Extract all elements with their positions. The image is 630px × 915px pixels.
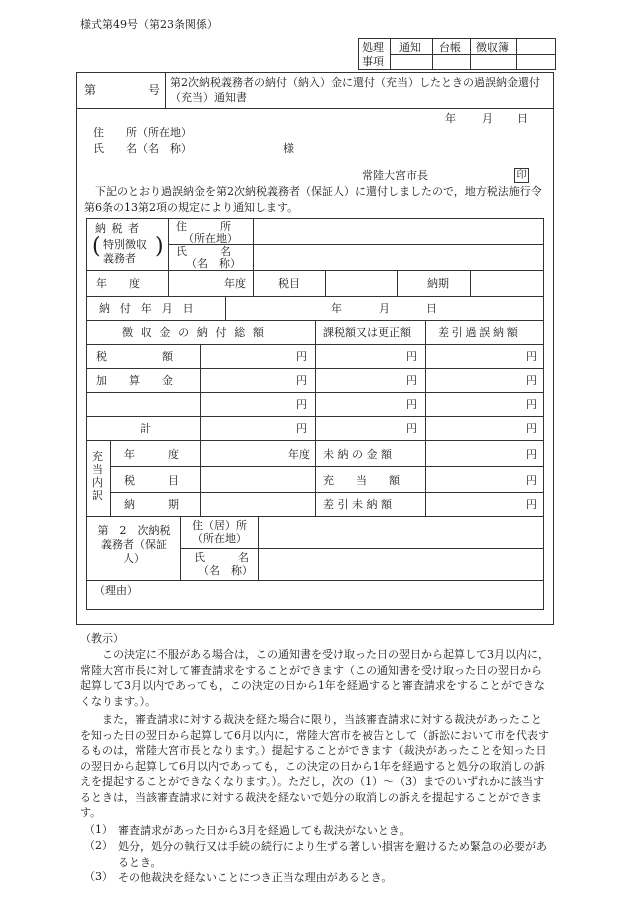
due-label: 納期 (427, 277, 449, 290)
row-blank-excess-unit: 円 (526, 398, 537, 411)
form-number: 様式第49号（第23条関係） (80, 18, 218, 31)
alloc-unpaid-label: 未 納 の 金 額 (323, 448, 392, 461)
processing-col-ledger: 台帳 (439, 41, 461, 54)
notice-paragraph-2: また，審査請求に対する裁決を経た場合に限り，当該審査請求に対する裁決があったことを知った日の翌日から起算して6月以内に，常陸大宮市を被告として（訴訟において市を代表するものは，常陸大宮市長となります。）提起することができます（裁決があったことを知った日の翌日から起算して6月以内であっても，この決定の日から1年を経過すると処分の取消しの訴えを提起することができなくなります。）。ただし，次の（1）～（3）までのいずれかに該当するときは，当該審査請求に対する裁決を経ないで処分の取消しの訴えを提起することができます。 (80, 713, 549, 819)
issuer-seal: 印 (514, 168, 529, 183)
payment-date-label: 納付年月日 (99, 302, 204, 315)
row-blank-total-unit: 円 (296, 398, 307, 411)
alloc-due-label: 納 期 (124, 498, 179, 511)
notice-item-2-num: （2） (84, 839, 113, 852)
notice-item-2-text: 処分，処分の執行又は手続の続行により生ずる著しい損害を避けるため緊急の必要があるとき。 (118, 840, 547, 869)
recipient-name-label: 氏 名（名 称） (93, 142, 192, 155)
row-tax-total-unit: 円 (296, 350, 307, 363)
secondary-address-sub: （所在地） (192, 532, 247, 545)
brace-left: ( (92, 234, 101, 259)
row-tax-excess-unit: 円 (526, 350, 537, 363)
alloc-remaining-unit: 円 (526, 498, 537, 511)
row-total-excess-unit: 円 (526, 422, 537, 435)
notice-item-1-num: （1） (84, 823, 113, 836)
payment-date-day: 日 (426, 302, 437, 315)
col-total-label: 徴収金の納付総額 (122, 326, 272, 339)
alloc-tax-item-label: 税 目 (124, 474, 179, 487)
reason-label: （理由） (94, 584, 138, 597)
intro-text: 下記のとおり過誤納金を第2次納税義務者（保証人）に還付しましたので，地方税法施行令第6条の13第2項の規定により通知します。 (84, 185, 542, 214)
obligor-label: 義務者 (103, 252, 136, 265)
notice-item-3-text: その他裁決を経ないことにつき正当な理由があるとき。 (118, 871, 393, 884)
taxpayer-name-label: 氏 名 (176, 245, 231, 258)
year-label: 年 度 (96, 277, 146, 290)
row-surcharge-assessed-unit: 円 (406, 374, 417, 387)
notice-item-3-num: （3） (84, 870, 113, 883)
col-assessed-label: 課税額又は更正額 (323, 326, 411, 339)
alloc-year-label: 年 度 (124, 448, 179, 461)
col-excess-label: 差引過誤納額 (438, 326, 521, 339)
alloc-unpaid-unit: 円 (526, 448, 537, 461)
row-total-total-unit: 円 (296, 422, 307, 435)
tax-item-label: 税目 (278, 277, 300, 290)
row-total-assessed-unit: 円 (406, 422, 417, 435)
row-total-label: 計 (140, 422, 151, 435)
notice-paragraph-1: この決定に不服がある場合は，この通知書を受け取った日の翌日から起算して3月以内に，常陸大宮市長に対して審査請求をすることができます（この通知書を受け取った日の翌日から起算して3月以内であっても，この決定の日から1年を経過すると審査請求をすることができなくなります。）。 (80, 648, 549, 708)
alloc-applied-label: 充 当 額 (323, 474, 400, 487)
row-blank-assessed-unit: 円 (406, 398, 417, 411)
taxpayer-address-label: 住 所 (176, 220, 231, 233)
secondary-address-label: 住（居）所 (192, 519, 247, 532)
row-tax-label: 税 額 (96, 350, 173, 363)
processing-col-notice: 通知 (399, 41, 421, 54)
brace-right: ) (155, 234, 164, 259)
taxpayer-name-sub: （名 称） (186, 257, 241, 270)
recipient-address-label: 住 所（所在地） (93, 126, 192, 139)
row-surcharge-excess-unit: 円 (526, 374, 537, 387)
processing-col-collection-book: 徴収簿 (476, 41, 509, 54)
row-tax-assessed-unit: 円 (406, 350, 417, 363)
year-unit: 年度 (224, 277, 246, 290)
number-suffix: 号 (148, 83, 161, 97)
date-month: 月 (482, 112, 493, 125)
number-label: 第 (84, 83, 97, 97)
allocation-label: 充当内訳 (92, 450, 103, 502)
row-surcharge-total-unit: 円 (296, 374, 307, 387)
row-surcharge-label: 加 算 金 (96, 374, 173, 387)
alloc-remaining-label: 差 引 未 納 額 (323, 498, 392, 511)
taxpayer-label: 納税者 (95, 222, 145, 235)
alloc-applied-unit: 円 (526, 474, 537, 487)
taxpayer-address-sub: （所在地） (183, 232, 238, 245)
issuer-name: 常陸大宮市長 (362, 169, 428, 182)
date-year: 年 (445, 112, 456, 125)
processing-label: 処理事項 (362, 41, 384, 68)
date-day: 日 (517, 112, 528, 125)
payment-date-month: 月 (379, 302, 390, 315)
special-collection-label: 特別徴収 (103, 238, 147, 251)
form-title: 第2次納税義務者の納付（納入）金に還付（充当）したときの過誤納金還付（充当）通知書 (170, 76, 540, 104)
secondary-obligor-label: 第 2 次納税義務者（保証人） (97, 524, 171, 565)
recipient-honorific: 様 (283, 142, 294, 155)
secondary-name-sub: （名 称） (198, 564, 253, 577)
alloc-year-unit: 年度 (288, 448, 310, 461)
payment-date-year: 年 (331, 302, 342, 315)
notice-item-1-text: 審査請求があった日から3月を経過しても裁決がないとき。 (118, 824, 411, 837)
notice-heading: （教示） (80, 632, 124, 645)
secondary-name-label: 氏 名 (194, 551, 249, 564)
